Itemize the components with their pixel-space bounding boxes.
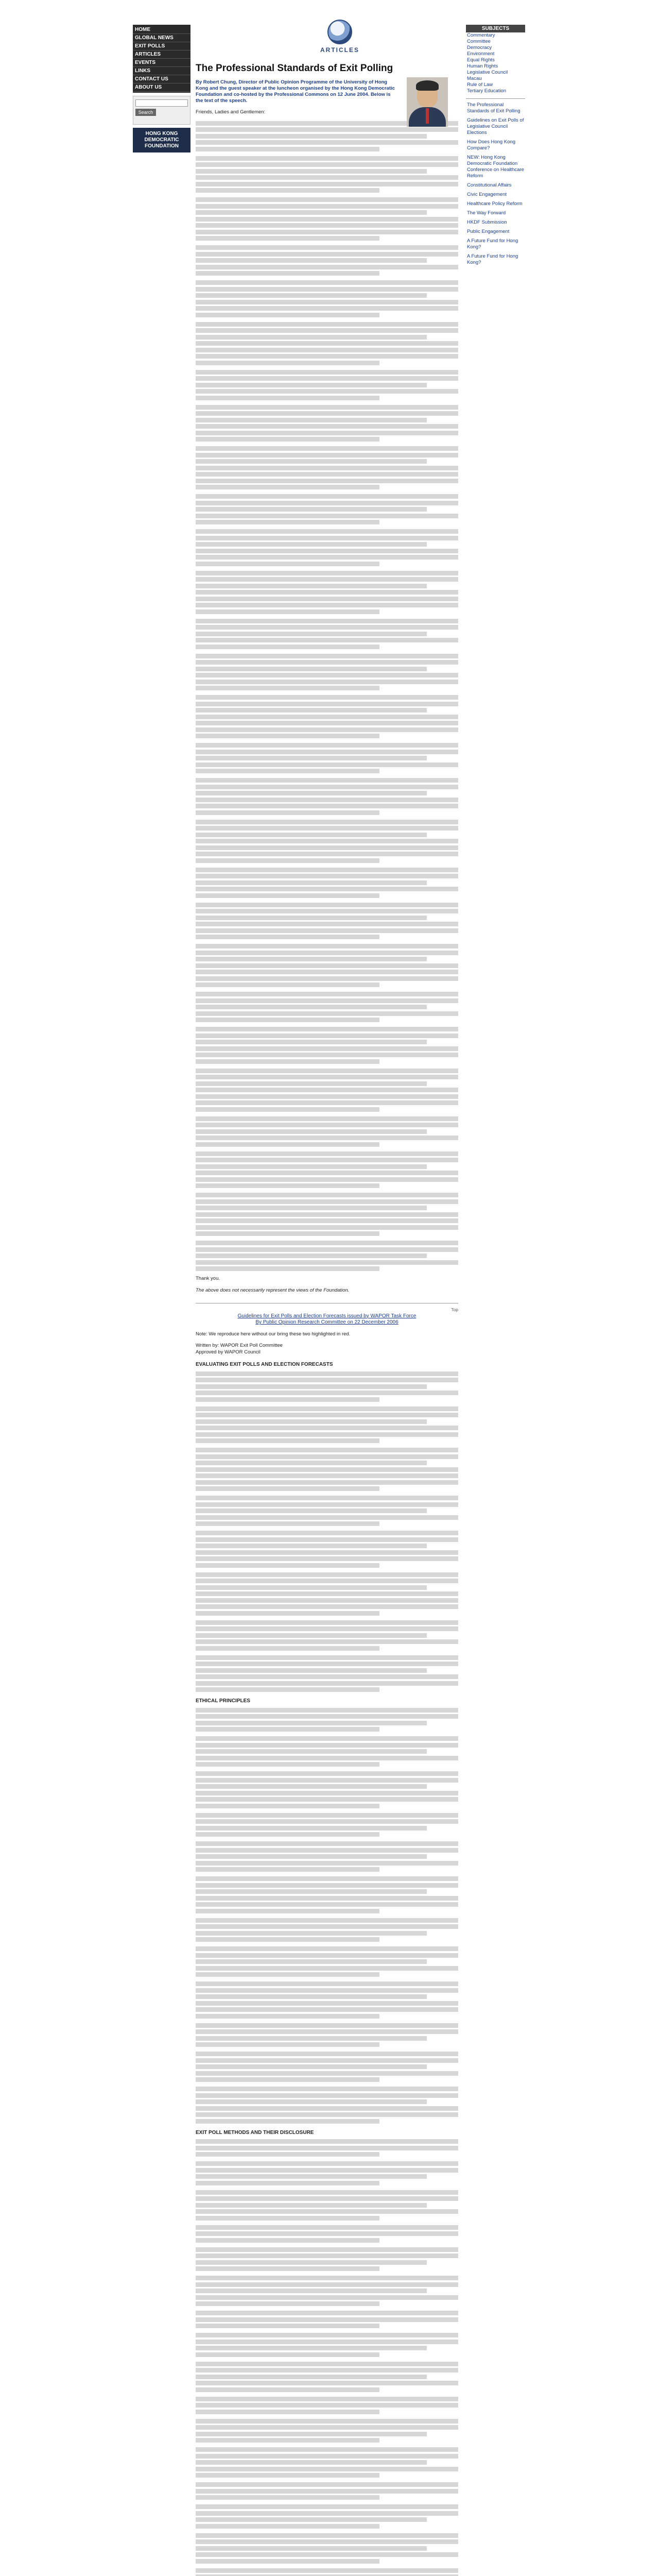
nav-item-global-news[interactable]: GLOBAL NEWS: [133, 34, 190, 42]
paragraph: [196, 1841, 458, 1872]
paragraph: [196, 1069, 458, 1112]
paragraph: [196, 1406, 458, 1444]
paragraph: [196, 2190, 458, 2221]
paragraph: [196, 1531, 458, 1568]
subject-link[interactable]: Public Engagement: [467, 229, 510, 234]
paragraph: [196, 1981, 458, 2019]
search-panel: [133, 96, 190, 125]
paragraph: [196, 2482, 458, 2500]
subjects-list: [466, 32, 525, 94]
paragraph: [196, 1813, 458, 1837]
nav-item-articles[interactable]: ARTICLES: [133, 50, 190, 59]
paragraph: [196, 1876, 458, 1913]
subject-link[interactable]: A Future Fund for Hong Kong?: [467, 238, 518, 250]
paragraph: [196, 197, 458, 241]
section-heading: EXIT POLL METHODS AND THEIR DISCLOSURE: [196, 2129, 314, 2136]
article-text: [196, 121, 458, 1272]
subject-link[interactable]: Commentary: [467, 32, 495, 38]
paragraph: [196, 494, 458, 524]
paragraph: [196, 695, 458, 738]
paragraph: [196, 1771, 458, 1808]
paragraph: [196, 2397, 458, 2414]
search-input[interactable]: [135, 99, 188, 107]
paragraph: [196, 1151, 458, 1189]
paragraph: [196, 2447, 458, 2478]
nav-item-links[interactable]: LINKS: [133, 67, 190, 75]
guidelines-note: Note: We reproduce here without our bring these two highlighted in red.: [196, 1331, 351, 1337]
article-body: [196, 61, 458, 2576]
subject-link[interactable]: A Future Fund for Hong Kong?: [467, 253, 518, 265]
subject-link[interactable]: The Way Forward: [467, 210, 506, 216]
top-link[interactable]: Top: [451, 1307, 458, 1312]
paragraph: [196, 2276, 458, 2306]
paragraph: [196, 619, 458, 649]
paragraph: [196, 370, 458, 400]
paragraph: [196, 820, 458, 863]
left-sidebar: [133, 25, 190, 152]
paragraph: [196, 1736, 458, 1767]
section-text: [196, 1371, 458, 1692]
paragraph: [196, 1371, 458, 1402]
subject-link[interactable]: Democracy: [467, 45, 492, 50]
section-heading: ETHICAL PRINCIPLES: [196, 1698, 250, 1704]
nav-item-exit-polls[interactable]: EXIT POLLS: [133, 42, 190, 50]
section-text: [196, 1708, 458, 2124]
paragraph: [196, 2247, 458, 2272]
subject-link[interactable]: Human Rights: [467, 63, 498, 69]
subject-link[interactable]: Healthcare Policy Reform: [467, 201, 523, 207]
paragraph: [196, 2023, 458, 2047]
nav-item-home[interactable]: HOME: [133, 26, 190, 34]
related-articles-list: [466, 102, 525, 266]
paragraph: [196, 1027, 458, 1064]
paragraph: [196, 2333, 458, 2357]
article-intro: By Robert Chung, Director of Public Opinion Programme of the University of Hong Kong and the guest speaker at the luncheon organised by the Hong Kong Democratic Foundation and co-hosted by the Professional Commons on 12 June 2004. Below is the text of the speech.: [196, 79, 395, 104]
paragraph: [196, 2504, 458, 2529]
nav-item-events[interactable]: EVENTS: [133, 59, 190, 67]
paragraph: [196, 1116, 458, 1147]
paragraph: [196, 2161, 458, 2185]
paragraph: [196, 654, 458, 691]
paragraph: [196, 1241, 458, 1271]
subject-link[interactable]: Macau: [467, 76, 482, 81]
paragraph: [196, 2419, 458, 2443]
page-title: The Professional Standards of Exit Polling: [196, 63, 393, 74]
written-by: Written by: WAPOR Exit Poll Committee: [196, 1343, 283, 1348]
subject-link[interactable]: Civic Engagement: [467, 192, 507, 197]
paragraph: [196, 2087, 458, 2124]
paragraph: [196, 1708, 458, 1732]
foundation-logo[interactable]: [133, 128, 190, 152]
subject-link[interactable]: Tertiary Education: [467, 88, 507, 94]
paragraph: [196, 156, 458, 193]
paragraph: [196, 280, 458, 317]
paragraph: [196, 944, 458, 987]
paragraph: [196, 2311, 458, 2328]
paragraph: [196, 2533, 458, 2564]
paragraph: [196, 1193, 458, 1236]
greeting: Friends, Ladies and Gentlemen:: [196, 109, 266, 115]
subject-link[interactable]: Guidelines on Exit Polls of Legislative Council Elections: [467, 117, 524, 135]
subject-link[interactable]: Environment: [467, 51, 495, 57]
paragraph: [196, 571, 458, 614]
main-nav: [133, 25, 190, 93]
author-photo: [407, 77, 448, 127]
paragraph: [196, 2225, 458, 2243]
section-heading: EVALUATING EXIT POLLS AND ELECTION FORECASTS: [196, 1362, 333, 1367]
section-logo-text: ARTICLES: [320, 46, 359, 54]
subject-link[interactable]: Committee: [467, 39, 491, 44]
paragraph: [196, 778, 458, 815]
subject-link[interactable]: The Professional Standards of Exit Polling: [467, 102, 521, 114]
paragraph: [196, 868, 458, 898]
subject-link[interactable]: Equal Rights: [467, 57, 495, 63]
divider: [466, 98, 525, 99]
right-sidebar: [466, 25, 525, 266]
guidelines-title-link[interactable]: Guidelines for Exit Polls and Election Forecasts issued by WAPOR Task Force: [237, 1313, 417, 1319]
subjects-heading: SUBJECTS: [466, 25, 525, 32]
guidelines-byline[interactable]: By Public Opinion Research Committee on 22 December 2006: [255, 1319, 398, 1325]
approved-by: Approved by WAPOR Council: [196, 1349, 261, 1355]
paragraph: [196, 1448, 458, 1491]
paragraph: [196, 1655, 458, 1692]
paragraph: [196, 2052, 458, 2082]
subject-link[interactable]: Legislative Council: [467, 70, 508, 75]
paragraph: [196, 1946, 458, 1977]
section-text: [196, 2139, 458, 2576]
paragraph: [196, 992, 458, 1022]
subject-link[interactable]: HKDF Submission: [467, 219, 507, 225]
foundation-logo-title: HONG KONG DEMOCRATIC FOUNDATION: [144, 131, 179, 149]
paragraph: [196, 529, 458, 566]
paragraph: [196, 1572, 458, 1616]
subject-link[interactable]: How Does Hong Kong Compare?: [467, 139, 515, 151]
page-header: [196, 20, 484, 56]
paragraph: [196, 2139, 458, 2157]
paragraph: [196, 405, 458, 442]
paragraph: [196, 903, 458, 940]
paragraph: [196, 2568, 458, 2576]
subject-link[interactable]: Constitutional Affairs: [467, 182, 512, 188]
nav-item-about-us[interactable]: ABOUT US: [133, 83, 190, 92]
search-button[interactable]: Search: [135, 109, 156, 116]
subject-link[interactable]: Rule of Law: [467, 82, 493, 88]
paragraph: [196, 1620, 458, 1651]
nav-item-contact-us[interactable]: CONTACT US: [133, 75, 190, 83]
paragraph: [196, 1918, 458, 1942]
paragraph: [196, 743, 458, 773]
paragraph: [196, 1496, 458, 1526]
paragraph: [196, 322, 458, 365]
paragraph: [196, 2362, 458, 2392]
subject-link[interactable]: NEW: Hong Kong Democratic Foundation Conference on Healthcare Reform: [467, 155, 524, 179]
thanks: Thank you.: [196, 1276, 220, 1281]
globe-icon: [327, 20, 352, 44]
footnote: The above does not necessarily represent the views of the Foundation.: [196, 1287, 350, 1293]
paragraph: [196, 446, 458, 489]
paragraph: [196, 245, 458, 276]
